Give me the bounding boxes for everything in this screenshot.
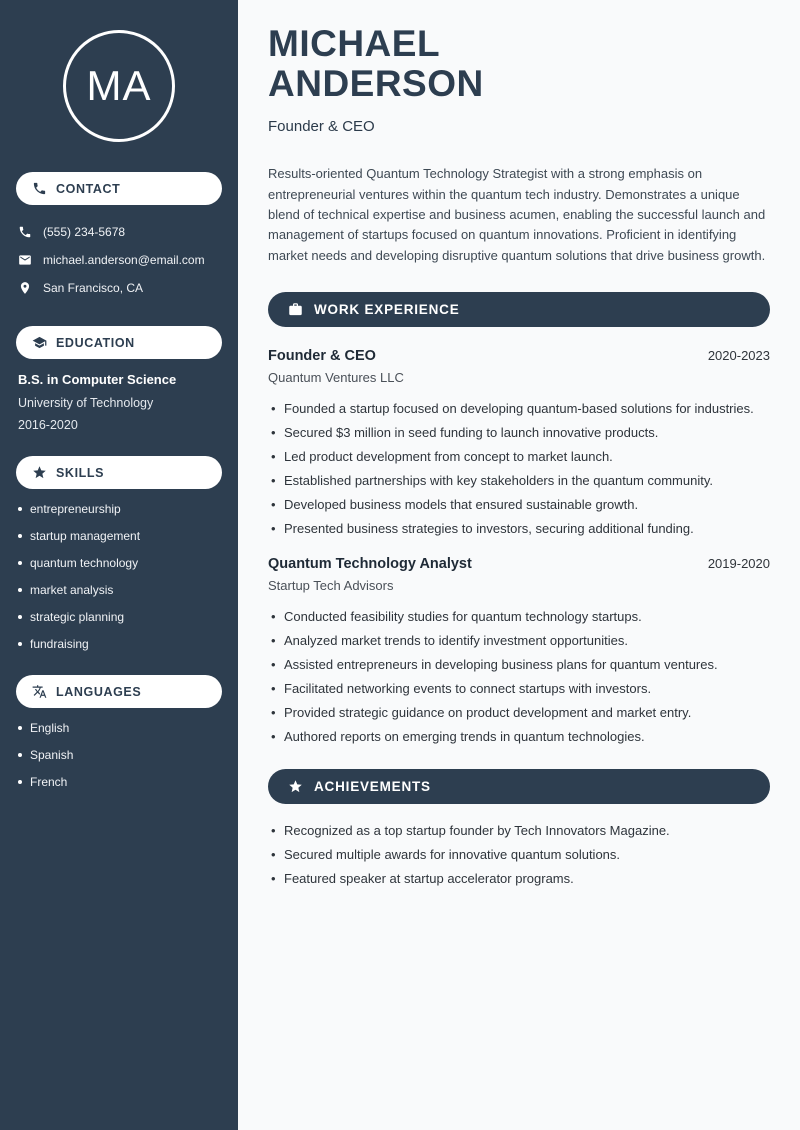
job-bullet-list <box>268 610 770 743</box>
achievement-bullet: • Featured speaker at startup accelerator programs. <box>268 872 770 885</box>
job-bullet: • Assisted entrepreneurs in developing business plans for quantum ventures. <box>268 658 770 671</box>
achievement-bullet: • Secured multiple awards for innovative quantum solutions. <box>268 848 770 861</box>
star-icon <box>32 465 47 480</box>
job-bullet: • Founded a startup focused on developing quantum-based solutions for industries. <box>268 402 770 415</box>
job-entry <box>268 556 770 743</box>
briefcase-icon <box>288 302 303 317</box>
star-icon <box>288 779 303 794</box>
skill-item: startup management <box>16 529 222 543</box>
avatar-initials: MA <box>86 62 152 109</box>
location-icon <box>18 281 32 295</box>
last-name: ANDERSON <box>268 62 484 104</box>
language-item: Spanish <box>16 748 222 762</box>
main-content <box>238 0 800 1130</box>
contact-item-phone <box>16 218 222 246</box>
contact-section <box>16 172 222 302</box>
skills-section <box>16 456 222 651</box>
person-name <box>268 24 770 103</box>
job-title: Founder & CEO <box>268 348 376 365</box>
contact-section-header <box>16 172 222 205</box>
achievements-list <box>268 824 770 885</box>
achievements-header-label: ACHIEVEMENTS <box>314 779 431 795</box>
job-bullet: • Authored reports on emerging trends in quantum technologies. <box>268 730 770 743</box>
job-bullet: • Provided strategic guidance on product development and market entry. <box>268 706 770 719</box>
languages-list <box>16 721 222 789</box>
phone-icon <box>32 181 47 196</box>
job-dates: 2020-2023 <box>707 348 770 364</box>
languages-section <box>16 675 222 789</box>
education-school: University of Technology <box>18 396 154 410</box>
job-entry <box>268 348 770 535</box>
job-bullet: • Facilitated networking events to connect startups with investors. <box>268 682 770 695</box>
language-item: English <box>16 721 222 735</box>
contact-item-location <box>16 274 222 302</box>
language-item: French <box>16 775 222 789</box>
skill-item: fundraising <box>16 637 222 651</box>
job-header <box>268 556 770 572</box>
email-address: michael.anderson@email.com <box>43 253 205 267</box>
phone-icon <box>18 225 32 239</box>
education-section <box>16 326 222 432</box>
job-bullet: • Established partnerships with key stakeholders in the quantum community. <box>268 474 770 487</box>
education-section-header <box>16 326 222 359</box>
contact-item-email <box>16 246 222 274</box>
person-title: Founder & CEO <box>268 118 375 136</box>
work-experience-header-label: WORK EXPERIENCE <box>314 302 460 318</box>
achievement-bullet: • Recognized as a top startup founder by Tech Innovators Magazine. <box>268 824 770 837</box>
skills-list <box>16 502 222 651</box>
contact-list <box>16 218 222 302</box>
job-bullet-list <box>268 402 770 535</box>
location-text: San Francisco, CA <box>43 281 144 295</box>
job-header <box>268 348 770 364</box>
skill-item: entrepreneurship <box>16 502 222 516</box>
languages-section-header <box>16 675 222 708</box>
education-header-label: EDUCATION <box>56 335 135 350</box>
skills-header-label: SKILLS <box>56 465 105 480</box>
job-bullet: • Developed business models that ensured sustainable growth. <box>268 498 770 511</box>
avatar <box>63 30 175 142</box>
first-name: MICHAEL <box>268 23 441 64</box>
job-company: Startup Tech Advisors <box>268 578 394 594</box>
sidebar <box>0 0 238 1130</box>
achievements-section-header <box>268 769 770 804</box>
job-bullet: • Analyzed market trends to identify investment opportunities. <box>268 634 770 647</box>
job-bullet: • Presented business strategies to investors, securing additional funding. <box>268 522 770 535</box>
job-title: Quantum Technology Analyst <box>268 556 472 573</box>
graduation-cap-icon <box>32 335 47 350</box>
job-company: Quantum Ventures LLC <box>268 370 404 386</box>
profile-summary: Results-oriented Quantum Technology Strategist with a strong emphasis on entrepreneurial ventures within the quantum tech industry. Demonstrates a unique blend of technical expertise and business acumen, enabling the successful launch and management of startups focused on quantum innovations. Proficient in identifying market needs and developing disruptive quantum solutions that drive business growth. <box>268 166 766 263</box>
skill-item: quantum technology <box>16 556 222 570</box>
job-dates: 2019-2020 <box>707 556 770 572</box>
job-bullet: • Secured $3 million in seed funding to launch innovative products. <box>268 426 770 439</box>
job-bullet: • Led product development from concept to market launch. <box>268 450 770 463</box>
skill-item: market analysis <box>16 583 222 597</box>
phone-number: (555) 234-5678 <box>43 225 126 239</box>
education-degree: B.S. in Computer Science <box>18 372 177 387</box>
skill-item: strategic planning <box>16 610 222 624</box>
skills-section-header <box>16 456 222 489</box>
email-icon <box>18 253 32 267</box>
translate-icon <box>32 684 47 699</box>
languages-header-label: LANGUAGES <box>56 684 142 699</box>
work-experience-section-header <box>268 292 770 327</box>
contact-header-label: CONTACT <box>56 181 121 196</box>
job-bullet: • Conducted feasibility studies for quantum technology startups. <box>268 610 770 623</box>
education-years: 2016-2020 <box>18 418 78 432</box>
